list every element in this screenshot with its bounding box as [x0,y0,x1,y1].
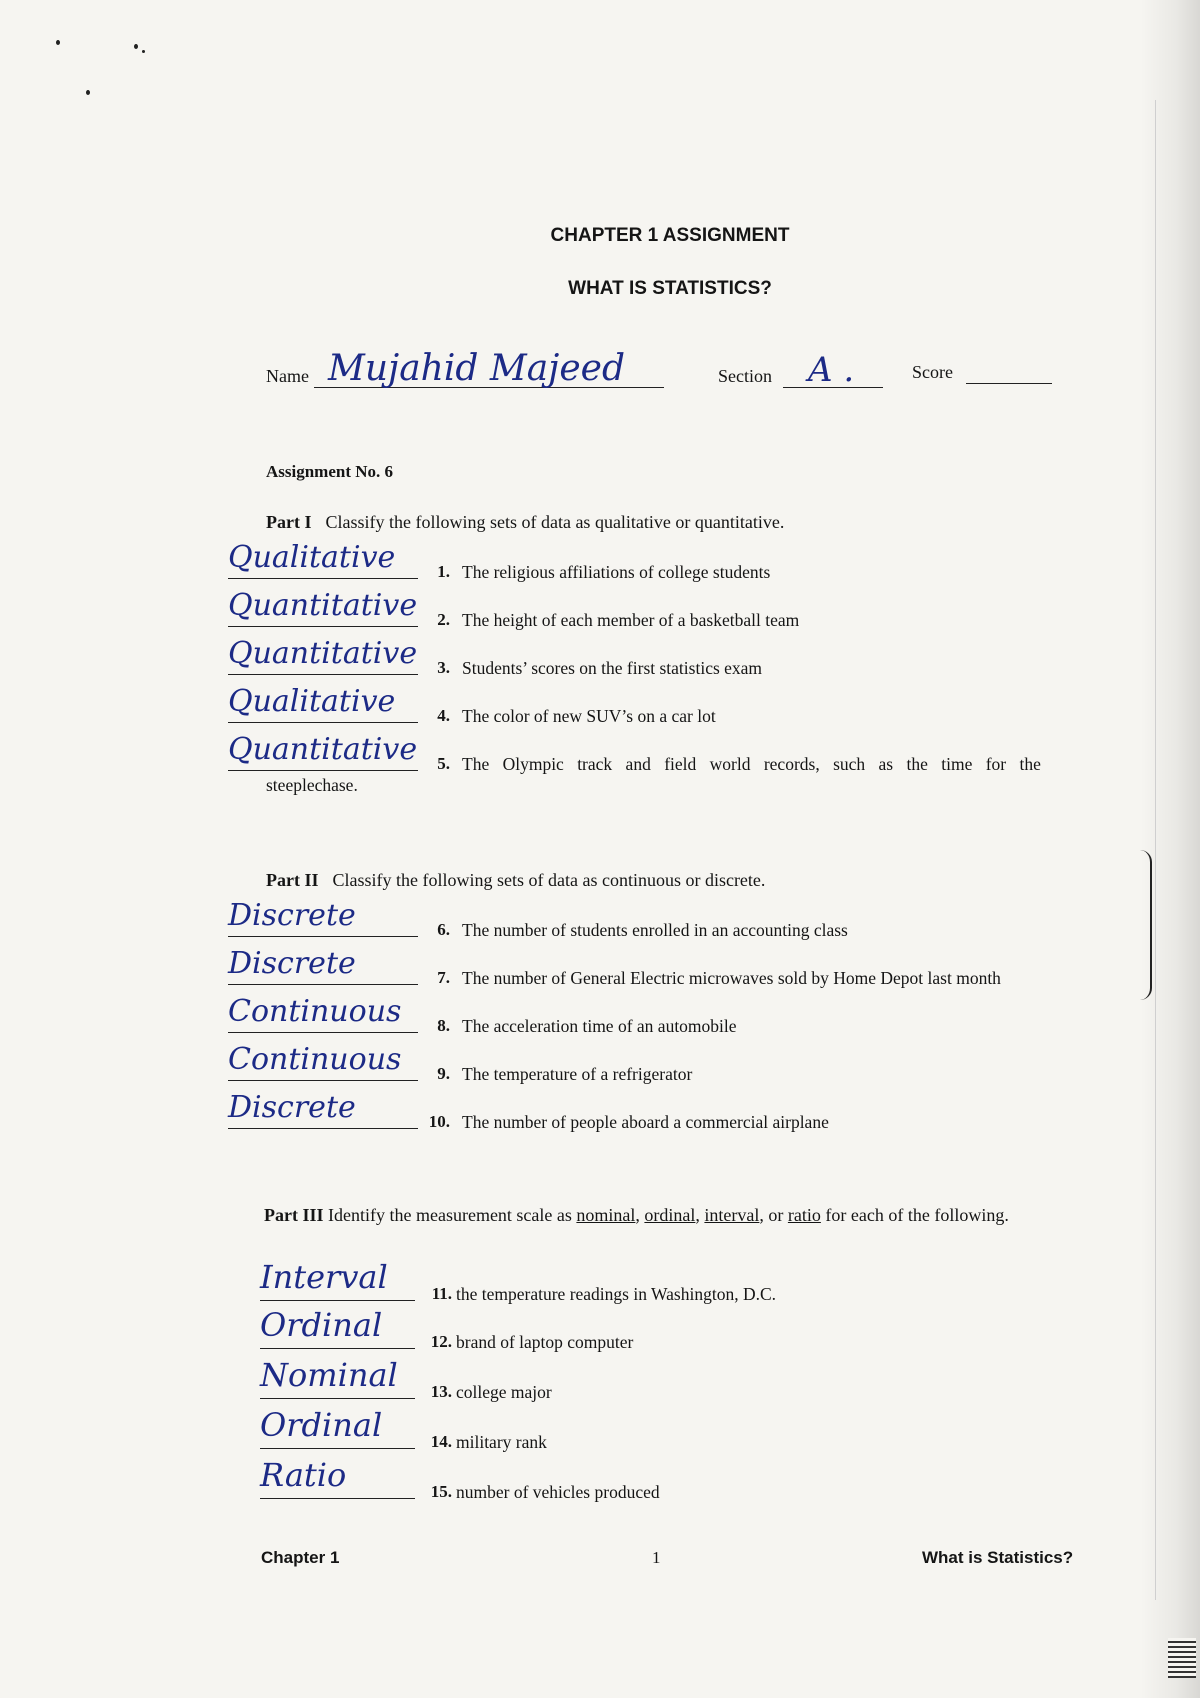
section-value[interactable]: A . [808,350,855,390]
question-row [228,732,1088,778]
answer-field[interactable]: Discrete [228,946,356,981]
question-number: 6. [437,920,450,939]
question-row [228,636,1088,682]
answer-line [228,578,418,579]
footer-chapter: Chapter 1 [261,1548,340,1567]
answer-field[interactable]: Interval [260,1258,388,1296]
name-value[interactable]: Mujahid Majeed [328,348,625,389]
answer-line [260,1348,415,1349]
score-line [966,383,1052,384]
page-title: CHAPTER 1 ASSIGNMENT [550,225,790,246]
answer-line [260,1300,415,1301]
scale-ratio: ratio [787,1205,821,1225]
question-text [462,754,1077,775]
answer-field[interactable]: Ordinal [260,1406,383,1444]
question-continuation: steeplechase. [266,775,358,795]
footer-page-number: 1 [652,1548,661,1567]
question-text: Students’ scores on the first statistics exam [462,658,763,678]
question-number: 1. [437,562,450,581]
scan-speck [86,90,90,95]
part1-label: Part I [266,512,312,532]
question-row [260,1356,1090,1406]
question-text: The acceleration time of an automobile [462,1016,737,1036]
question-text: The color of new SUV’s on a car lot [462,706,716,726]
question-text: The temperature of a refrigerator [462,1064,693,1084]
answer-field[interactable]: Qualitative [228,684,396,719]
question-row [228,540,1088,586]
question-row [260,1406,1090,1456]
question-text: The religious affiliations of college students [462,562,771,582]
part3-instruction-start: Identify the measurement scale as [328,1205,572,1225]
section-label: Section [718,366,772,386]
question-row [228,994,1088,1040]
answer-field[interactable]: Continuous [228,1042,402,1077]
answer-line [260,1498,415,1499]
question-number: 15. [430,1482,452,1501]
question-number: 8. [437,1016,450,1035]
question-number: 14. [430,1432,452,1451]
answer-field[interactable]: Discrete [228,898,356,933]
question-row [260,1306,1090,1356]
question-number: 12. [430,1332,452,1351]
question-text: The height of each member of a basketball team [462,610,800,630]
question-row [228,898,1088,944]
answer-field[interactable]: Quantitative [228,732,418,767]
answer-line [228,984,418,985]
part3-label: Part III [264,1205,324,1225]
question-text: college major [456,1382,552,1402]
page-edge-line [1155,100,1156,1600]
question-text: The number of students enrolled in an accounting class [462,920,848,940]
scan-speck [56,40,60,45]
part2-instruction: Classify the following sets of data as continuous or discrete. [332,870,766,890]
answer-field[interactable]: Quantitative [228,588,418,623]
answer-field[interactable]: Ratio [260,1456,347,1494]
page-edge-shadow [1140,0,1200,1698]
question-number: 7. [437,968,450,987]
answer-field[interactable]: Ordinal [260,1306,383,1344]
answer-line [260,1448,415,1449]
question-number: 11. [431,1284,452,1303]
question-number: 3. [437,658,450,677]
scan-artifact [1168,1638,1196,1678]
question-row [228,1042,1088,1088]
part1-instruction: Classify the following sets of data as qualitative or quantitative. [325,512,785,532]
name-label: Name [266,366,309,386]
question-text: brand of laptop computer [456,1332,634,1352]
answer-line [228,1032,418,1033]
question-number: 10. [428,1112,450,1131]
answer-line [228,674,418,675]
question-number: 13. [430,1382,452,1401]
answer-field[interactable]: Quantitative [228,636,418,671]
question-row [260,1456,1090,1506]
page-subtitle: WHAT IS STATISTICS? [568,278,772,299]
answer-field[interactable]: Qualitative [228,540,396,575]
answer-line [228,722,418,723]
answer-line [228,1080,418,1081]
part2-label: Part II [266,870,319,890]
part2-heading [266,870,765,891]
scale-nominal: nominal [576,1205,636,1225]
margin-pen-mark [1140,850,1152,1000]
answer-line [260,1398,415,1399]
answer-line [228,770,418,771]
answer-field[interactable]: Nominal [260,1356,398,1394]
question-text: number of vehicles produced [456,1482,660,1502]
answer-field[interactable]: Discrete [228,1090,356,1125]
scale-ordinal: ordinal [644,1205,696,1225]
question-row [228,684,1088,730]
answer-line [228,936,418,937]
question-text: The number of General Electric microwaves sold by Home Depot last month [462,968,1001,988]
question-row [228,1090,1088,1136]
question-number: 4. [437,706,450,725]
question-row [228,946,1088,992]
question-number: 9. [437,1064,450,1083]
question-row [228,588,1088,634]
question-text: the temperature readings in Washington, D.C. [456,1284,776,1304]
answer-field[interactable]: Continuous [228,994,402,1029]
part3-instruction-end: for each of the following. [825,1205,1009,1225]
question-number: 2. [437,610,450,629]
question-text: military rank [456,1432,547,1452]
scan-speck [134,44,138,49]
assignment-number: Assignment No. 6 [266,462,394,481]
scale-interval: interval [704,1205,760,1225]
question-text-part: The Olympic track and field world records, such as the time for the [462,754,1041,774]
answer-line [228,626,418,627]
question-number: 5. [437,754,450,773]
footer-title: What is Statistics? [922,1548,1074,1567]
score-label: Score [912,362,953,382]
scan-speck [142,50,145,53]
answer-line [228,1128,418,1129]
part3-heading: Part III Identify the measurement scale as nominal, ordinal, interval, or ratio for each of the following. [264,1205,1009,1225]
question-row [260,1258,1090,1308]
part1-heading [266,512,784,533]
question-text: The number of people aboard a commercial airplane [462,1112,829,1132]
